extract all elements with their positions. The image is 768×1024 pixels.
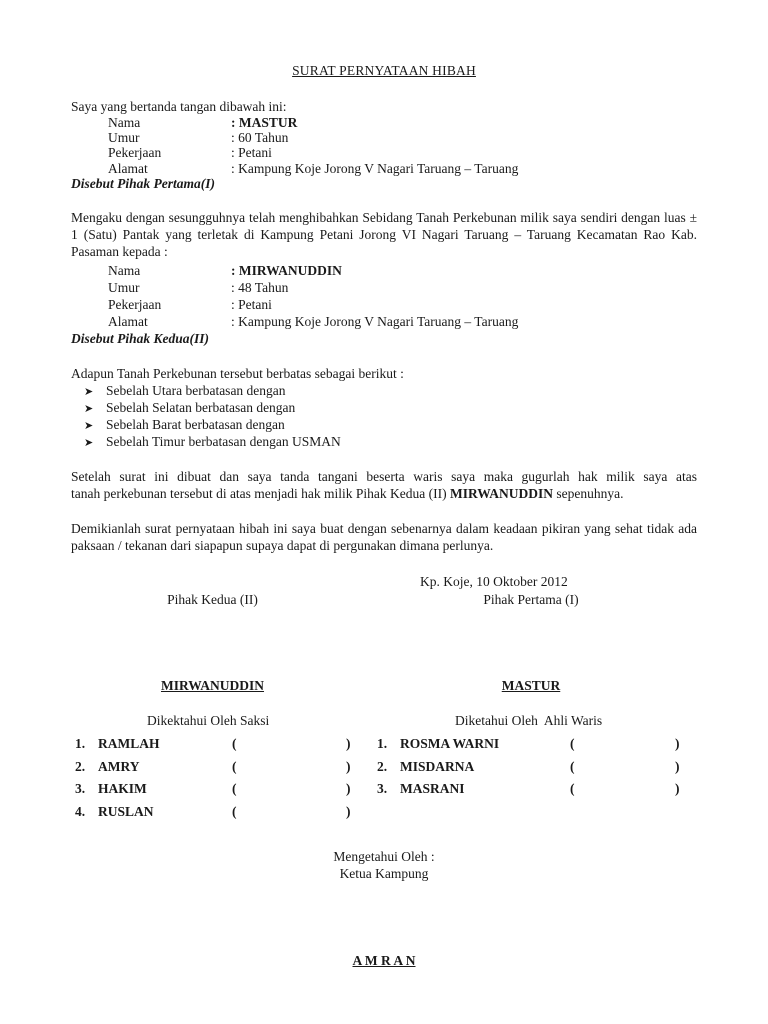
closing-paragraph: Demikianlah surat pernyataan hibah ini saya buat dengan sebenarnya dalam keadaan pikiran yang sehat tidak ada paksaan / tekanan dari siapapun supaya dapat di pergunakan dimana perlunya. [71,521,697,553]
boundary-item: ➤ Sebelah Barat berbatasan dengan [84,417,285,432]
signature-paren-open: ( [570,781,575,796]
arrow-bullet-icon: ➤ [84,420,94,432]
party2-designation: Disebut Pihak Kedua(II) [71,331,210,346]
heir-name: ROSMA WARNI [400,736,500,751]
party2-address-label: Alamat [108,314,148,329]
party1-address: : Kampung Koje Jorong V Nagari Taruang – Taruang [231,161,519,176]
signature-paren-close: ) [675,759,680,774]
place-date: Kp. Koje, 10 Oktober 2012 [420,574,568,589]
transfer-recipient: MIRWANUDDIN [450,486,554,501]
document-title: SURAT PERNYATAAN HIBAH [292,63,476,78]
signature-paren-close: ) [346,804,351,819]
party2-age-label: Umur [108,280,140,295]
witness-name: RUSLAN [98,804,154,819]
party2-name: : MIRWANUDDIN [231,263,342,278]
heir-number: 2. [377,759,388,774]
witness-number: 2. [75,759,86,774]
party1-age-label: Umur [108,130,140,145]
sig-right-name: MASTUR [501,678,561,693]
party1-address-label: Alamat [108,161,148,176]
signature-paren-open: ( [232,759,237,774]
sig-right-role: Pihak Pertama (I) [483,592,579,607]
boundary-item: ➤ Sebelah Utara berbatasan dengan [84,383,286,398]
heir-number: 3. [377,781,388,796]
witness-name: AMRY [98,759,140,774]
signature-paren-open: ( [232,736,237,751]
heir-name: MISDARNA [400,759,475,774]
village-head-name: A M R A N [352,953,416,968]
transfer-line-1: Setelah surat ini dibuat dan saya tanda tangani beserta waris saya maka gugurlah hak milik saya atas [71,469,697,484]
boundaries-intro: Adapun Tanah Perkebunan tersebut berbatas sebagai berikut : [71,366,404,381]
intro-text: Saya yang bertanda tangan dibawah ini: [71,99,287,114]
signature-paren-close: ) [675,781,680,796]
party1-name-label: Nama [108,115,141,130]
arrow-bullet-icon: ➤ [84,386,94,398]
heir-number: 1. [377,736,388,751]
boundary-item: ➤ Sebelah Selatan berbatasan dengan [84,400,296,415]
signature-paren-open: ( [570,759,575,774]
signature-paren-close: ) [346,759,351,774]
party1-job: : Petani [231,145,272,160]
declaration-paragraph: Mengaku dengan sesungguhnya telah menghibahkan Sebidang Tanah Perkebunan milik saya sendiri dengan luas ± 1 (Satu) Pantak yang terletak di Kampung Petani Jorong VI Nagari Taruang – Taruang Kecamatan Rao Kab. Pasaman kepada : [71,210,697,259]
witness-name: RAMLAH [98,736,160,751]
party2-job-label: Pekerjaan [108,297,162,312]
witness-number: 1. [75,736,86,751]
signature-paren-open: ( [232,804,237,819]
party2-name-label: Nama [108,263,141,278]
party2-age: : 48 Tahun [231,280,289,295]
party2-address: : Kampung Koje Jorong V Nagari Taruang – Taruang [231,314,519,329]
transfer-line-2: tanah perkebunan tersebut di atas menjadi hak milik Pihak Kedua (II) MIRWANUDDIN sepenuhnya. [71,486,624,501]
signature-paren-open: ( [232,781,237,796]
witness-number: 3. [75,781,86,796]
heir-name: MASRANI [400,781,465,796]
witness-number: 4. [75,804,86,819]
signature-paren-open: ( [570,736,575,751]
sig-left-name: MIRWANUDDIN [160,678,265,693]
arrow-bullet-icon: ➤ [84,437,94,449]
heirs-heading: Diketahui Oleh Ahli Waris [455,713,603,728]
party2-job: : Petani [231,297,272,312]
party1-job-label: Pekerjaan [108,145,162,160]
party1-name: : MASTUR [231,115,298,130]
ack-line-1: Mengetahui Oleh : [333,849,435,864]
signature-paren-close: ) [346,736,351,751]
party1-age: : 60 Tahun [231,130,289,145]
ack-line-2: Ketua Kampung [339,866,429,881]
signature-paren-close: ) [346,781,351,796]
arrow-bullet-icon: ➤ [84,403,94,415]
signature-paren-close: ) [675,736,680,751]
witness-name: HAKIM [98,781,147,796]
boundary-item: ➤ Sebelah Timur berbatasan dengan USMAN [84,434,341,449]
sig-left-role: Pihak Kedua (II) [167,592,258,607]
witness-heading: Dikektahui Oleh Saksi [147,713,270,728]
party1-designation: Disebut Pihak Pertama(I) [71,176,215,191]
